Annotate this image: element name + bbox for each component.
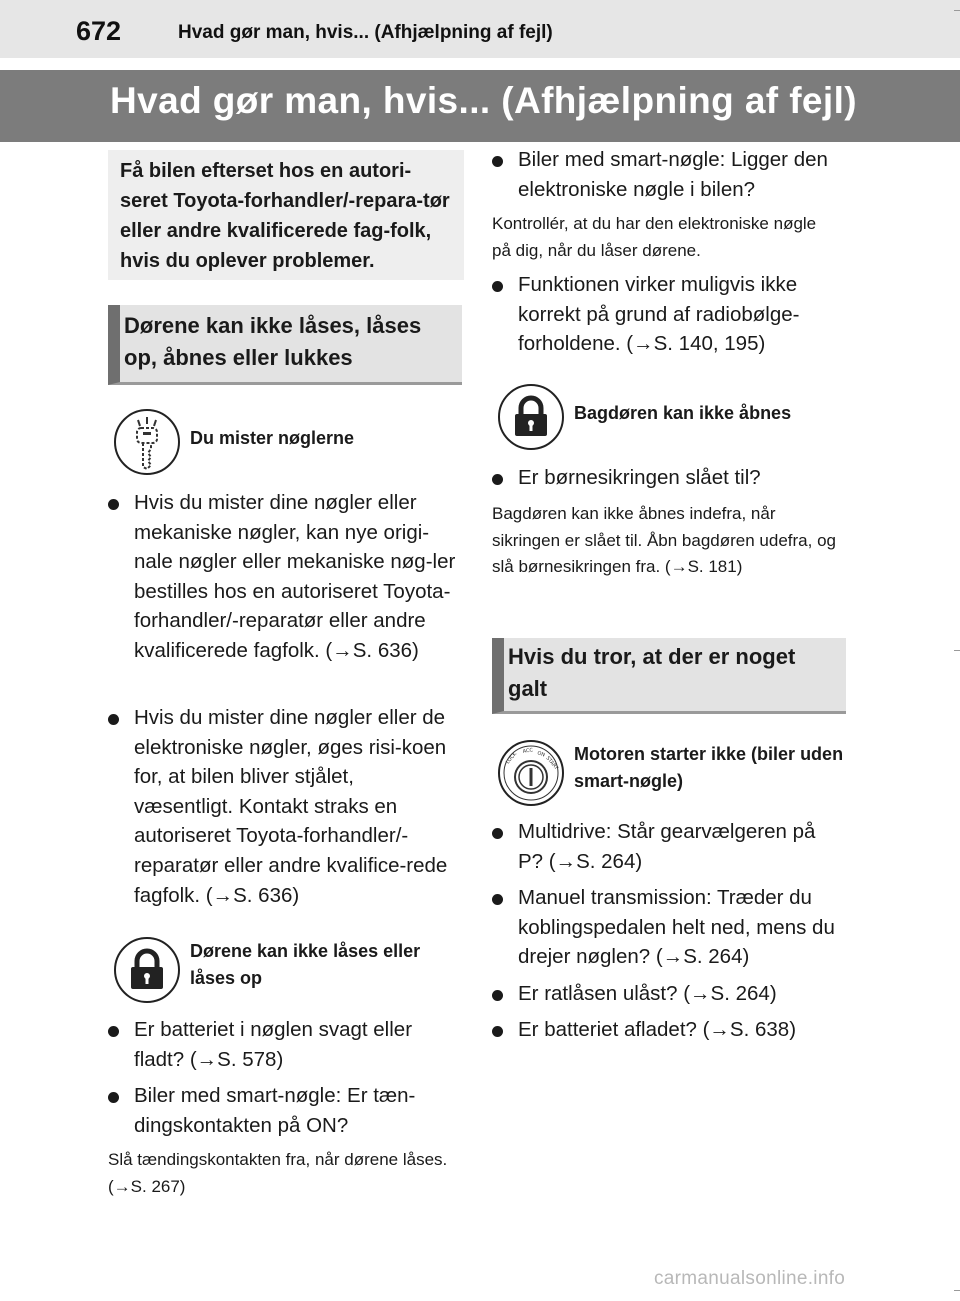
section-heading-fault-text: Hvis du tror, at der er noget galt	[508, 644, 796, 701]
section-heading-doors-text: Dørene kan ikke låses, låses op, åbnes eller lukkes	[124, 313, 422, 370]
crop-mark	[954, 10, 960, 11]
rear-door-label: Bagdøren kan ikke åbnes	[574, 403, 792, 423]
chapter-title: Hvad gør man, hvis... (Afhjælpning af fejl)	[110, 80, 857, 121]
crop-mark	[954, 650, 960, 651]
crop-mark	[954, 1290, 960, 1291]
page-number: 672	[76, 16, 122, 46]
ignition-on-label: ON	[536, 750, 546, 759]
ignition-switch-icon	[498, 740, 564, 806]
bullet-engine-3: Er ratlåsen ulåst? (→S. 264)	[492, 979, 842, 1009]
bullet-lost-keys-1: Hvis du mister dine nøgler eller mekaniske nøgler, kan nye origi-nale nøgler eller mekaniske nøg-ler bestilles hos en autoriseret Toyota-forhandler/-reparatør eller andre kvalificerede fagfolk. (→S. 636)	[108, 488, 458, 666]
watermark: carmanualsonline.info	[654, 1268, 846, 1289]
bullet-lost-keys-2: Hvis du mister dine nøgler eller de elektroniske nøgler, øges risi-koen for, at bilen bliver stjålet, væsentligt. Kontakt straks en autoriseret Toyota-forhandler/-reparatør eller andre kvalifice-rede fagfolk. (→S. 636)	[108, 703, 458, 910]
ignition-acc-label: ACC	[522, 747, 534, 755]
intro-note-text: Få bilen efterset hos en autori-seret Toyota-forhandler/-repara-tør eller andre kvalificerede fag-folk, hvis du oplever problemer.	[120, 160, 450, 272]
lost-keys-label: Du mister nøglerne	[190, 428, 355, 448]
ignition-lock-label: LOCK	[504, 751, 519, 766]
padlock-icon	[114, 937, 180, 1003]
running-title: Hvad gør man, hvis... (Afhjælpning af fejl)	[178, 22, 553, 43]
bullet-cannot-lock-3: Biler med smart-nøgle: Ligger den elektroniske nøgle i bilen?	[492, 145, 842, 204]
note-cannot-lock-3: Kontrollér, at du har den elektroniske nøgle på dig, når du låser dørene.	[492, 214, 817, 260]
engine-label: Motoren starter ikke (biler uden smart-nøgle)	[574, 744, 844, 791]
note-cannot-lock-2: Slå tændingskontakten fra, når dørene låses. (→S. 267)	[108, 1150, 448, 1196]
bullet-cannot-lock-2: Biler med smart-nøgle: Er tæn-dingskontakten på ON?	[108, 1081, 458, 1140]
bullet-cannot-lock-1: Er batteriet i nøglen svagt eller fladt? (→S. 578)	[108, 1015, 458, 1074]
bullet-engine-4: Er batteriet afladet? (→S. 638)	[492, 1015, 842, 1045]
bullet-cannot-lock-4: Funktionen virker muligvis ikke korrekt på grund af radiobølge-forholdene. (→S. 140, 195)	[492, 270, 842, 359]
note-rear-door-1: Bagdøren kan ikke åbnes indefra, når sikringen er slået til. Åbn bagdøren udefra, og slå børnesikringen fra. (→S. 181)	[492, 504, 836, 576]
ignition-start-label: START	[544, 755, 559, 772]
padlock-icon	[498, 384, 564, 450]
cannot-lock-label: Dørene kan ikke låses eller låses op	[190, 941, 421, 988]
bullet-engine-2: Manuel transmission: Træder du koblingspedalen helt ned, mens du drejer nøglen? (→S. 264)	[492, 883, 842, 972]
key-icon	[114, 409, 180, 475]
bullet-rear-door-1: Er børnesikringen slået til?	[492, 463, 842, 493]
bullet-engine-1: Multidrive: Står gearvælgeren på P? (→S. 264)	[492, 817, 842, 876]
